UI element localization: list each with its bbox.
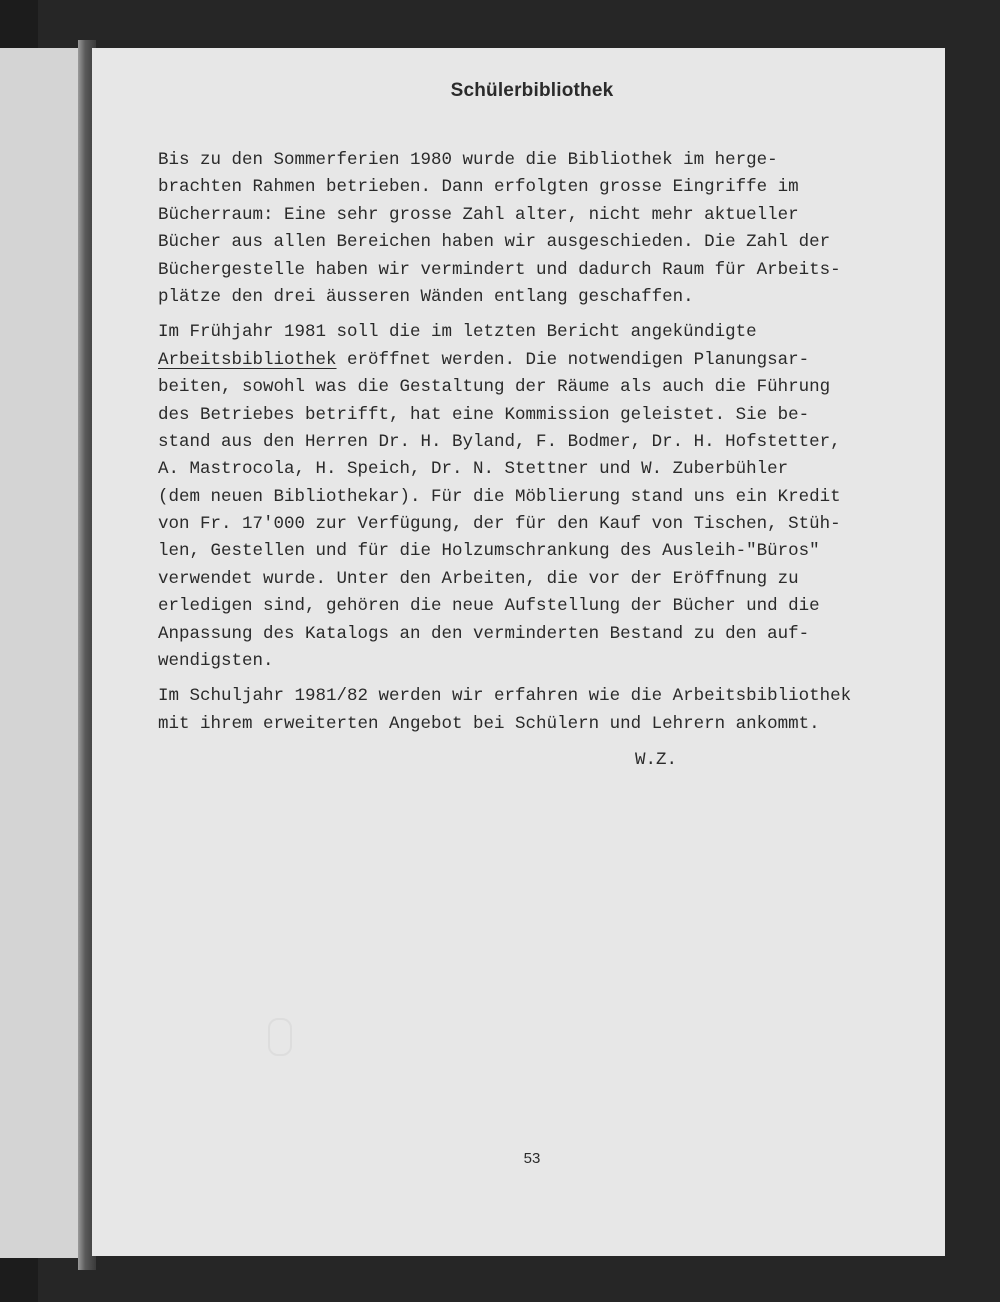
- text-line: von Fr. 17'000 zur Verfügung, der für den Kauf von Tischen, Stüh-: [158, 514, 841, 535]
- text-line: [158, 347, 918, 374]
- text-line: Büchergestelle haben wir vermindert und dadurch Raum für Arbeits-: [158, 259, 841, 280]
- paragraph-2: [158, 319, 918, 675]
- signature-initials: W.Z.: [635, 750, 678, 770]
- text-line: des Betriebes betrifft, hat eine Kommission geleistet. Sie be-: [158, 404, 810, 425]
- text-line: Bis zu den Sommerferien 1980 wurde die Bibliothek im herge-: [158, 150, 778, 170]
- paragraph-3: [158, 683, 918, 738]
- text-line: Im Frühjahr 1981 soll die im letzten Bericht angekündigte: [158, 322, 757, 343]
- underlined-term: Arbeitsbibliothek: [158, 349, 337, 370]
- text-line: Im Schuljahr 1981/82 werden wir erfahren wie die Arbeitsbibliothek: [158, 686, 852, 707]
- text-line: mit ihrem erweiterten Angebot bei Schülern und Lehrern ankommt.: [158, 713, 820, 734]
- text-line: erledigen sind, gehören die neue Aufstellung der Bücher und die: [158, 596, 820, 617]
- text-line: wendigsten.: [158, 651, 274, 672]
- text-line: brachten Rahmen betrieben. Dann erfolgten grosse Eingriffe im: [158, 177, 799, 198]
- text-line: Anpassung des Katalogs an den verminderten Bestand zu den auf-: [158, 623, 810, 644]
- text-line: stand aus den Herren Dr. H. Byland, F. Bodmer, Dr. H. Hofstetter,: [158, 431, 841, 452]
- text-line: (dem neuen Bibliothekar). Für die Möblierung stand uns ein Kredit: [158, 486, 841, 507]
- body-text: [158, 147, 918, 746]
- previous-page-edge: [0, 48, 80, 1258]
- text-line-rest: eröffnet werden. Die notwendigen Planungsar-: [336, 349, 810, 370]
- text-line: len, Gestellen und für die Holzumschrankung des Ausleih-"Büros": [158, 541, 820, 562]
- paragraph-1: [158, 147, 918, 311]
- page-number: 53: [523, 1150, 541, 1167]
- text-line: Bücher aus allen Bereichen haben wir ausgeschieden. Die Zahl der: [158, 232, 831, 253]
- paper-stain: [268, 1018, 292, 1056]
- text-line: verwendet wurde. Unter den Arbeiten, die vor der Eröffnung zu: [158, 568, 799, 589]
- text-line: beiten, sowohl was die Gestaltung der Räume als auch die Führung: [158, 377, 831, 398]
- text-line: Bücherraum: Eine sehr grosse Zahl alter, nicht mehr aktueller: [158, 204, 799, 225]
- page: [92, 48, 945, 1256]
- text-line: A. Mastrocola, H. Speich, Dr. N. Stettner und W. Zuberbühler: [158, 459, 789, 480]
- text-line: plätze den drei äusseren Wänden entlang geschaffen.: [158, 286, 694, 307]
- page-title: Schülerbibliothek: [450, 80, 614, 101]
